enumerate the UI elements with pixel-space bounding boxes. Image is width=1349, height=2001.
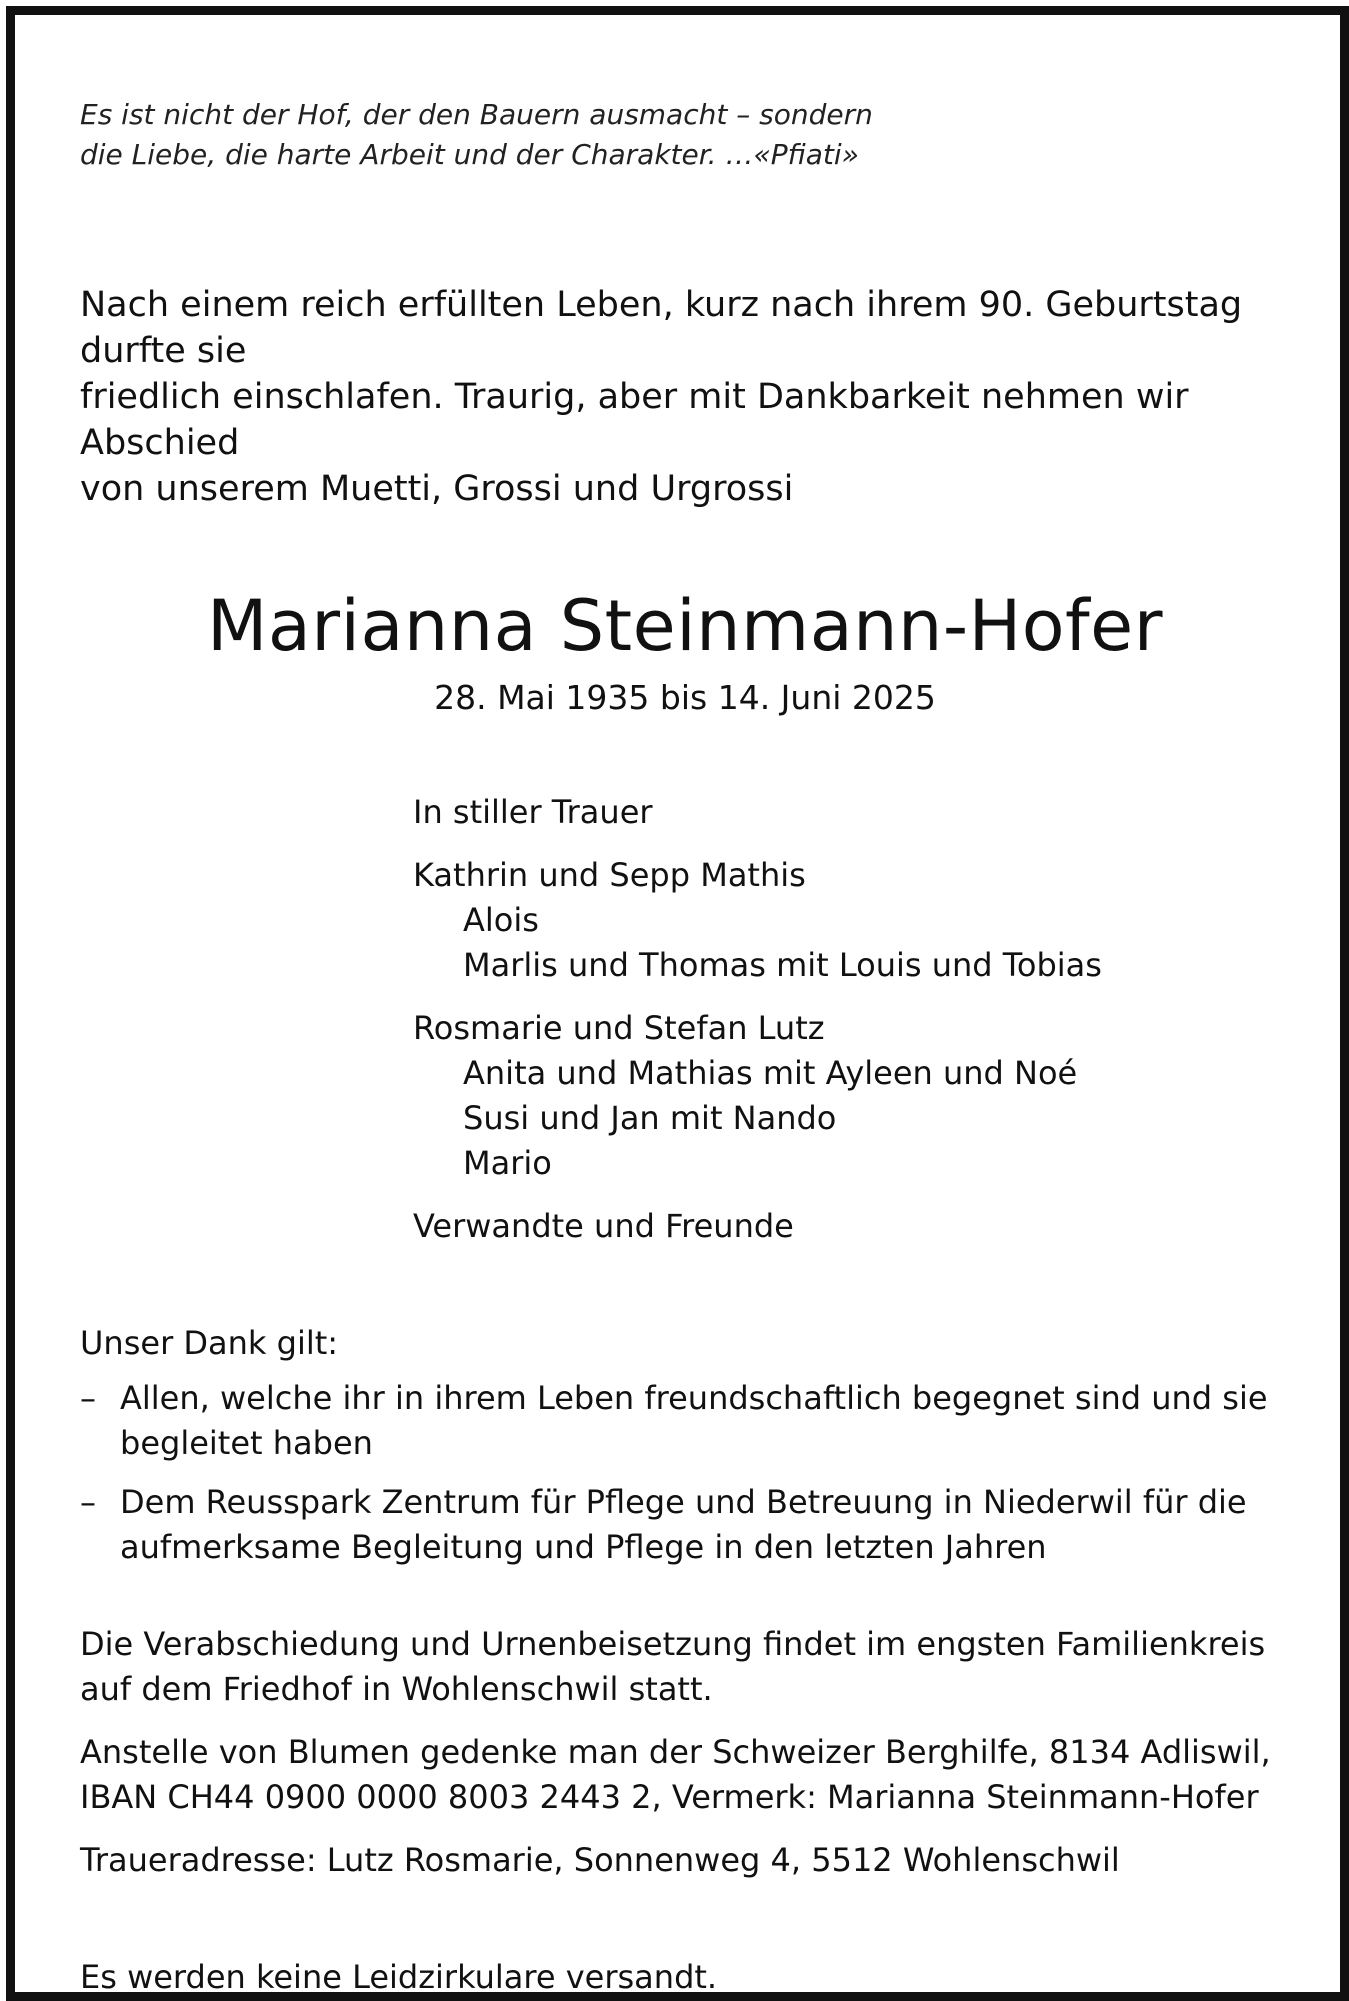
thanks-item-line: aufmerksame Begleitung und Pflege in den letzten Jahren [120,1528,1047,1566]
thanks-item-line: Dem Reusspark Zentrum für Pflege und Betreuung in Niederwil für die [120,1483,1247,1521]
obituary-frame [6,6,1349,2001]
deceased-dates: 28. Mai 1935 bis 14. Juni 2025 [434,678,936,717]
closing-note: Es werden keine Leidzirkulare versandt. [80,1958,718,1996]
thanks-heading: Unser Dank gilt: [80,1324,339,1362]
intro-line-1: Nach einem reich erfüllten Leben, kurz nach ihrem 90. Geburtstag durfte sie [80,285,1243,371]
donation-line-1: Anstelle von Blumen gedenke man der Schweizer Berghilfe, 8134 Adliswil, [80,1733,1271,1771]
thanks-item-text [120,1480,1290,1570]
motto-line-2: die Liebe, die harte Arbeit und der Charakter. …«Pfiati» [80,138,859,171]
family-group-lutz [413,1006,1290,1186]
thanks-item-line: begleitet haben [120,1424,373,1462]
deceased-name: Marianna Steinmann-Hofer [206,585,1164,667]
thanks-item [80,1376,1290,1466]
mourners-others: Verwandte und Freunde [413,1207,794,1245]
motto-quote [80,95,1290,175]
family-group-mathis [413,853,1290,988]
family-member: Anita und Mathias mit Ayleen und Noé [463,1054,1078,1092]
mourners-others-group [413,1204,1290,1249]
family-head: Kathrin und Sepp Mathis [413,856,806,894]
thanks-item [80,1480,1290,1570]
mourners-heading: In stiller Trauer [413,793,653,831]
ceremony-line-2: auf dem Friedhof in Wohlenschwil statt. [80,1670,713,1708]
intro-line-3: von unserem Muetti, Grossi und Urgrossi [80,469,794,509]
intro-paragraph [80,282,1290,512]
address-paragraph [80,1838,1290,1883]
info-section [80,1622,1290,1883]
donation-line-2: IBAN CH44 0900 0000 8003 2443 2, Vermerk: Marianna Steinmann-Hofer [80,1778,1259,1816]
family-member: Susi und Jan mit Nando [463,1099,837,1137]
family-member: Marlis und Thomas mit Louis und Tobias [463,946,1102,984]
family-member: Alois [463,901,539,939]
mourning-address: Traueradresse: Lutz Rosmarie, Sonnenweg 4, 5512 Wohlenschwil [80,1841,1120,1879]
thanks-section [80,1321,1290,1570]
mourners-list [413,790,1290,1249]
family-member: Mario [463,1144,552,1182]
donation-paragraph [80,1730,1290,1820]
dash-bullet: – [80,1379,96,1417]
dash-bullet: – [80,1483,96,1521]
ceremony-paragraph [80,1622,1290,1712]
obituary-content [80,95,1290,2000]
mourners-heading-group [413,790,1290,835]
ceremony-line-1: Die Verabschiedung und Urnenbeisetzung findet im engsten Familienkreis [80,1625,1266,1663]
intro-line-2: friedlich einschlafen. Traurig, aber mit Dankbarkeit nehmen wir Abschied [80,377,1189,463]
family-head: Rosmarie und Stefan Lutz [413,1009,825,1047]
thanks-item-line: Allen, welche ihr in ihrem Leben freundschaftlich begegnet sind und sie [120,1379,1268,1417]
thanks-item-text [120,1376,1290,1466]
motto-line-1: Es ist nicht der Hof, der den Bauern ausmacht – sondern [80,98,873,131]
